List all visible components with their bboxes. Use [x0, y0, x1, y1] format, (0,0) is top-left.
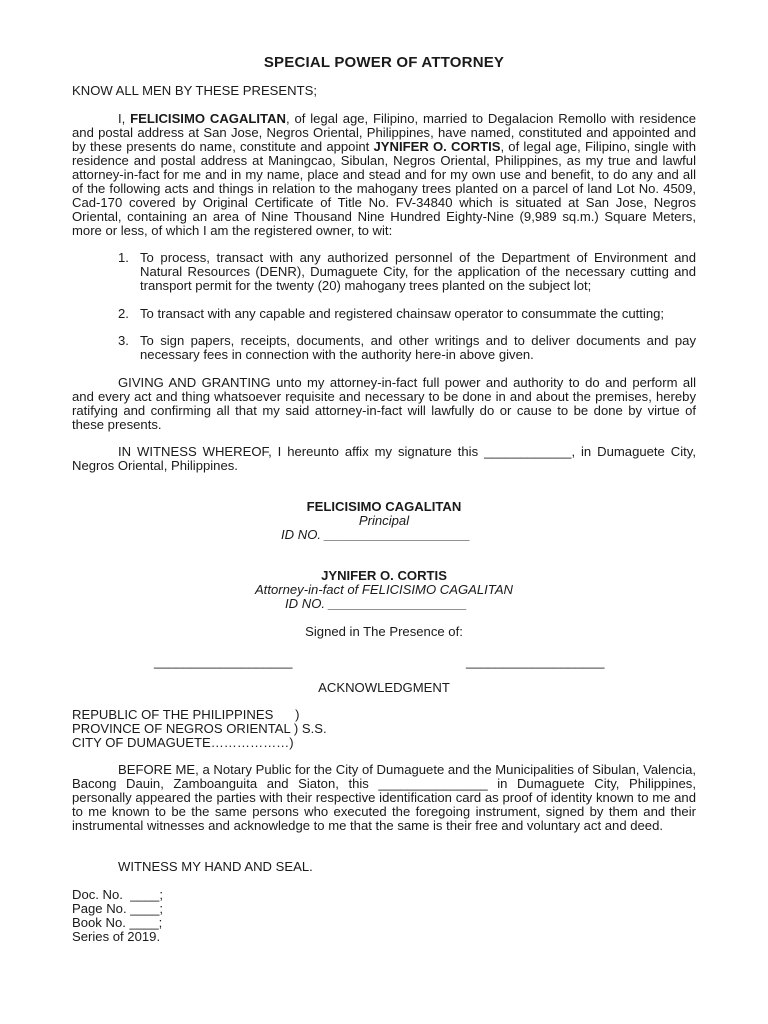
signed-in-presence-label: Signed in The Presence of: [305, 624, 463, 639]
notarial-page-no: Page No. ____; [72, 901, 163, 916]
venue-line: CITY OF DUMAGUETE………………) [72, 735, 294, 750]
list-item-text: To process, transact with any authorized personnel of the Department of Environment and Natural Resources (DENR), Dumaguete City, for the application of the necessary cutting and transport permit for the twenty (20) mahogany trees planted on the subject lot; [140, 250, 696, 293]
hand-and-seal-line: WITNESS MY HAND AND SEAL. [118, 859, 313, 874]
opening-line: KNOW ALL MEN BY THESE PRESENTS; [72, 83, 317, 98]
attorney-id-line: ID NO. ___________________ [285, 596, 468, 611]
list-item-text: To transact with any capable and registered chainsaw operator to consummate the cutting; [140, 306, 665, 321]
list-item-number: 2. [118, 306, 129, 321]
venue-line: REPUBLIC OF THE PHILIPPINES ) [72, 707, 300, 722]
attorney-name-inline: JYNIFER O. CORTIS [373, 139, 501, 154]
document-title: SPECIAL POWER OF ATTORNEY [263, 54, 505, 71]
witness-signature-line-left: ___________________ [154, 654, 293, 669]
witness-whereof-paragraph: IN WITNESS WHEREOF, I hereunto affix my signature this ____________, in Dumaguete City, Negros Oriental, Philippines. [72, 444, 696, 473]
attorney-signature-name: JYNIFER O. CORTIS [321, 568, 447, 583]
notarial-series: Series of 2019. [72, 929, 161, 944]
venue-line: PROVINCE OF NEGROS ORIENTAL ) S.S. [72, 721, 327, 736]
principal-name-inline: FELICISIMO CAGALITAN [130, 111, 286, 126]
principal-role: Principal [358, 513, 410, 528]
body-mid: , of legal age, Filipino, married to Degalacion Remollo with residence and postal address at San Jose, Negros Oriental, Philippines, have named, constituted and appointed and by these presents do name, constitute and appoint [72, 111, 696, 154]
body-pre: I, [118, 111, 131, 126]
list-item-number: 1. [118, 250, 129, 265]
before-me-paragraph: BEFORE ME, a Notary Public for the City of Dumaguete and the Municipalities of Sibulan, Valencia, Bacong Dauin, Zamboanguita and Siaton, this _______________ in Dumaguete City, Philippines, personally appeared the parties with their respective identification card as proof of identity known to me and to me known to be the same persons who executed the foregoing instrument, signed by them and their instrumental witnesses and acknowledge to me that the same is their free and voluntary act and deed. [72, 762, 696, 833]
principal-signature-name: FELICISIMO CAGALITAN [306, 499, 462, 514]
witness-signature-line-right: ___________________ [466, 654, 605, 669]
principal-id-line: ID NO. ____________________ [281, 527, 471, 542]
list-item-number: 3. [118, 333, 129, 348]
granting-paragraph: GIVING AND GRANTING unto my attorney-in-fact full power and authority to do and perform all and every act and thing whatsoever requisite and necessary to be done in and about the premises, hereby ratifying and confirming all that my said attorney-in-fact will lawfully do or cause to be done by virtue of these presents. [72, 375, 696, 432]
acknowledgment-title: ACKNOWLEDGMENT [318, 680, 450, 695]
list-item-text: To sign papers, receipts, documents, and other writings and to deliver documents and pay necessary fees in connection with the authority here-in above given. [140, 333, 696, 362]
notarial-doc-no: Doc. No. ____; [72, 887, 163, 902]
body-paragraph [72, 112, 696, 238]
notarial-book-no: Book No. ____; [72, 915, 163, 930]
body-post: , of legal age, Filipino, single with residence and postal address at Maningcao, Sibulan, Negros Oriental, Philippines, as my true and lawful attorney-in-fact for me and in my name, place and stead and for my own use and benefit, to do any and all of the following acts and things in relation to the mahogany trees planted on a parcel of land Lot No. 4509, Cad-170 covered by Original Certificate of Title No. FV-34840 which is situated at San Jose, Negros Oriental, containing an area of Nine Thousand Nine Hundred Eighty-Nine (9,989 sq.m.) Square Meters, more or less, of which I am the registered owner, to wit: [72, 139, 696, 238]
attorney-role: Attorney-in-fact of FELICISIMO CAGALITAN [254, 582, 514, 597]
